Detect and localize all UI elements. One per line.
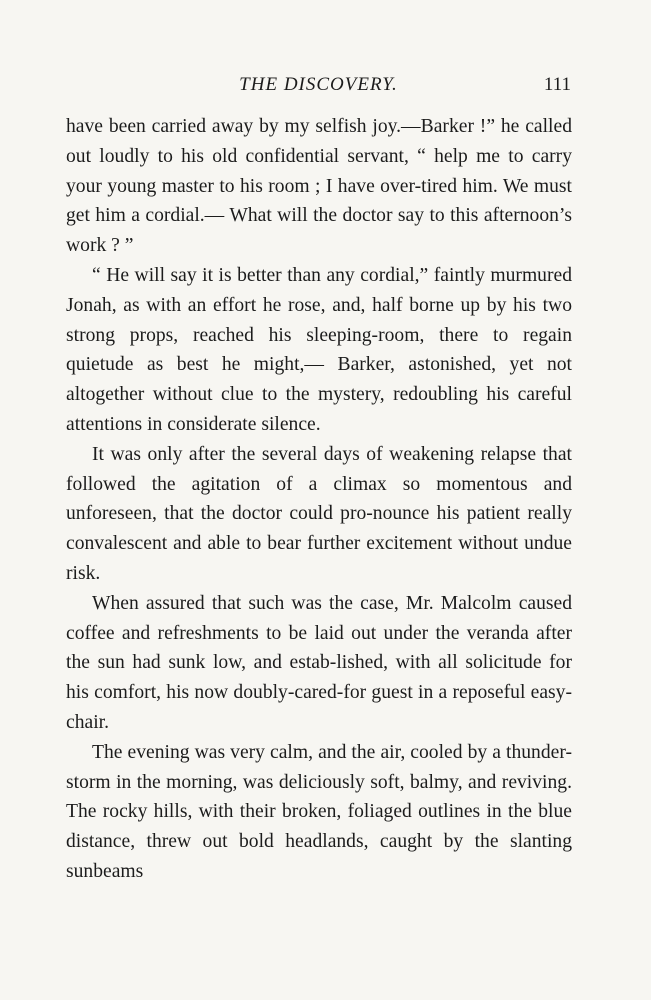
paragraph-1: have been carried away by my selfish joy.—Barker !” he called out loudly to his old confidential servant, “ help me to carry your young master to his room ; I have over-tired him. We must get him a cordial.— What will the doctor say to this afternoon’s work ? ”: [66, 116, 572, 257]
paragraph-4: When assured that such was the case, Mr. Malcolm caused coffee and refreshments to be laid out under the veranda after the sun had sunk low, and estab-lished, with all solicitude for his comfort, his now doubly-cared-for guest in a reposeful easy-chair.: [66, 592, 572, 733]
paragraph-2: “ He will say it is better than any cordial,” faintly murmured Jonah, as with an effort he rose, and, half borne up by his two strong props, reached his sleeping-room, there to regain quietude as best he might,— Barker, astonished, yet not altogether without clue to the mystery, redoubling his careful attentions in considerate silence.: [66, 264, 572, 435]
body-text: [66, 112, 572, 887]
running-title: THE DISCOVERY.: [239, 74, 398, 95]
page-number: 111: [543, 74, 571, 95]
paragraph-5: The evening was very calm, and the air, cooled by a thunder-storm in the morning, was deliciously soft, balmy, and reviving. The rocky hills, with their broken, foliaged outlines in the blue distance, threw out bold headlands, caught by the slanting sunbeams: [66, 741, 572, 882]
running-head: [66, 72, 571, 98]
paragraph-3: It was only after the several days of weakening relapse that followed the agitation of a climax so momentous and unforeseen, that the doctor could pro-nounce his patient really convalescent and able to bear further excitement without undue risk.: [66, 443, 572, 584]
